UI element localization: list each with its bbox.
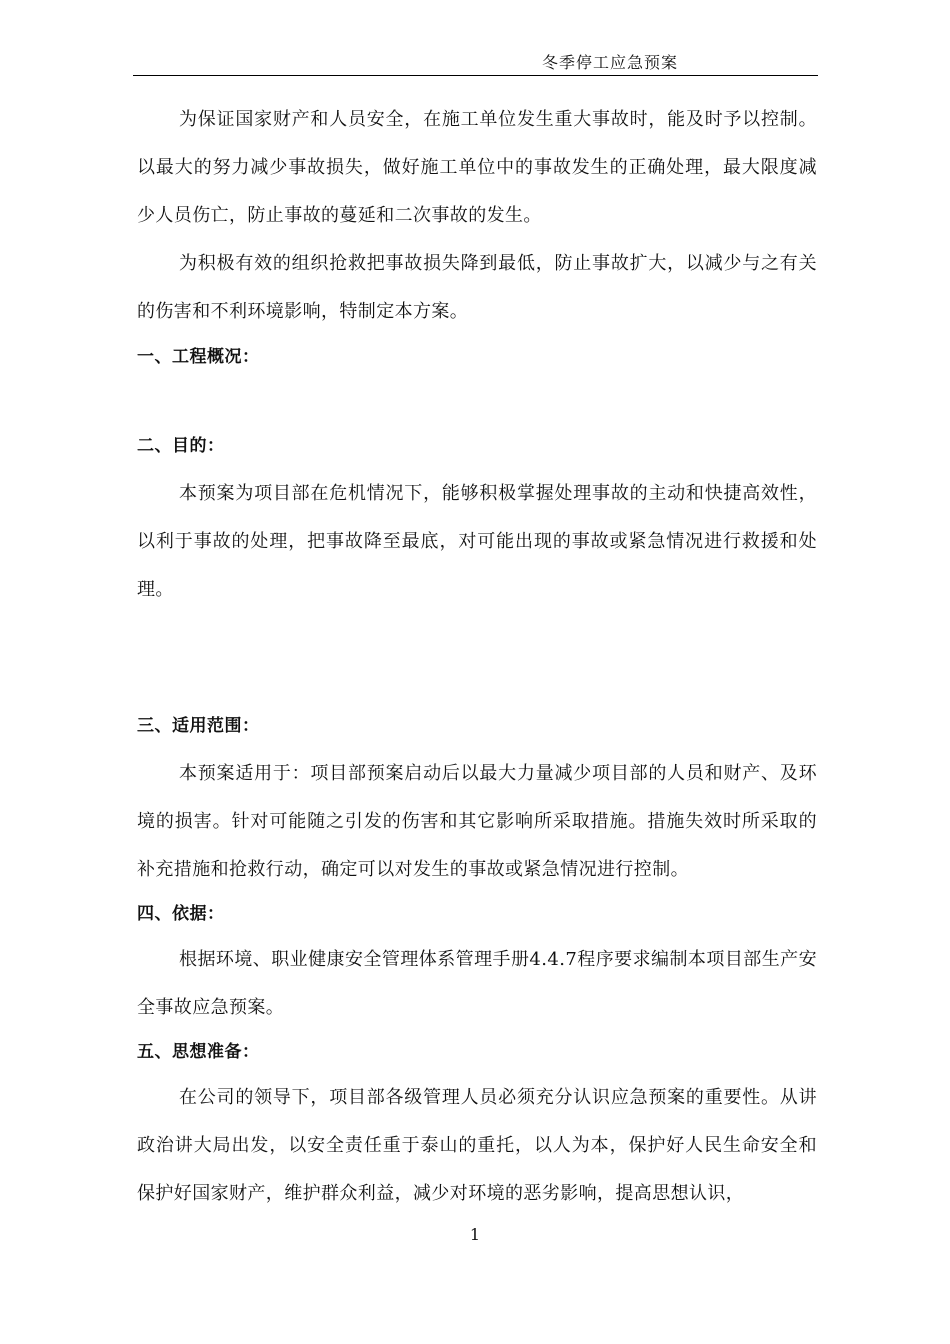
section-heading-preparation: 五、思想准备： bbox=[137, 1042, 260, 1062]
intro-paragraph-2: 为积极有效的组织抢救把事故损失降到最低，防止事故扩大，以减少与之有关的伤害和不利环境影响，特制定本方案。 bbox=[137, 253, 817, 322]
section-heading-scope: 三、适用范围： bbox=[137, 716, 260, 736]
page-number: 1 bbox=[469, 1225, 481, 1244]
section-heading-overview: 一、工程概况： bbox=[137, 347, 260, 367]
section-text-purpose: 本预案为项目部在危机情况下，能够积极掌握处理事故的主动和快捷高效性，以利于事故的处理，把事故降至最底，对可能出现的事故或紧急情况进行救援和处理。 bbox=[137, 483, 817, 600]
intro-paragraph-1: 为保证国家财产和人员安全，在施工单位发生重大事故时，能及时予以控制。以最大的努力减少事故损失，做好施工单位中的事故发生的正确处理，最大限度减少人员伤亡，防止事故的蔓延和二次事故的发生。 bbox=[137, 109, 817, 226]
section-heading-purpose: 二、目的： bbox=[137, 436, 225, 456]
section-heading-basis: 四、依据： bbox=[137, 904, 225, 924]
section-text-basis: 根据环境、职业健康安全管理体系管理手册4.4.7程序要求编制本项目部生产安全事故应急预案。 bbox=[137, 949, 817, 1018]
section-text-preparation: 在公司的领导下，项目部各级管理人员必须充分认识应急预案的重要性。从讲政治讲大局出发，以安全责任重于泰山的重托，以人为本，保护好人民生命安全和保护好国家财产，维护群众利益，减少对环境的恶劣影响，提高思想认识， bbox=[137, 1087, 817, 1204]
section-text-scope: 本预案适用于：项目部预案启动后以最大力量减少项目部的人员和财产、及环境的损害。针对可能随之引发的伤害和其它影响所采取措施。措施失效时所采取的补充措施和抢救行动，确定可以对发生的事故或紧急情况进行控制。 bbox=[137, 763, 817, 880]
header-title: 冬季停工应急预案 bbox=[542, 53, 679, 72]
header-rule bbox=[133, 75, 818, 76]
